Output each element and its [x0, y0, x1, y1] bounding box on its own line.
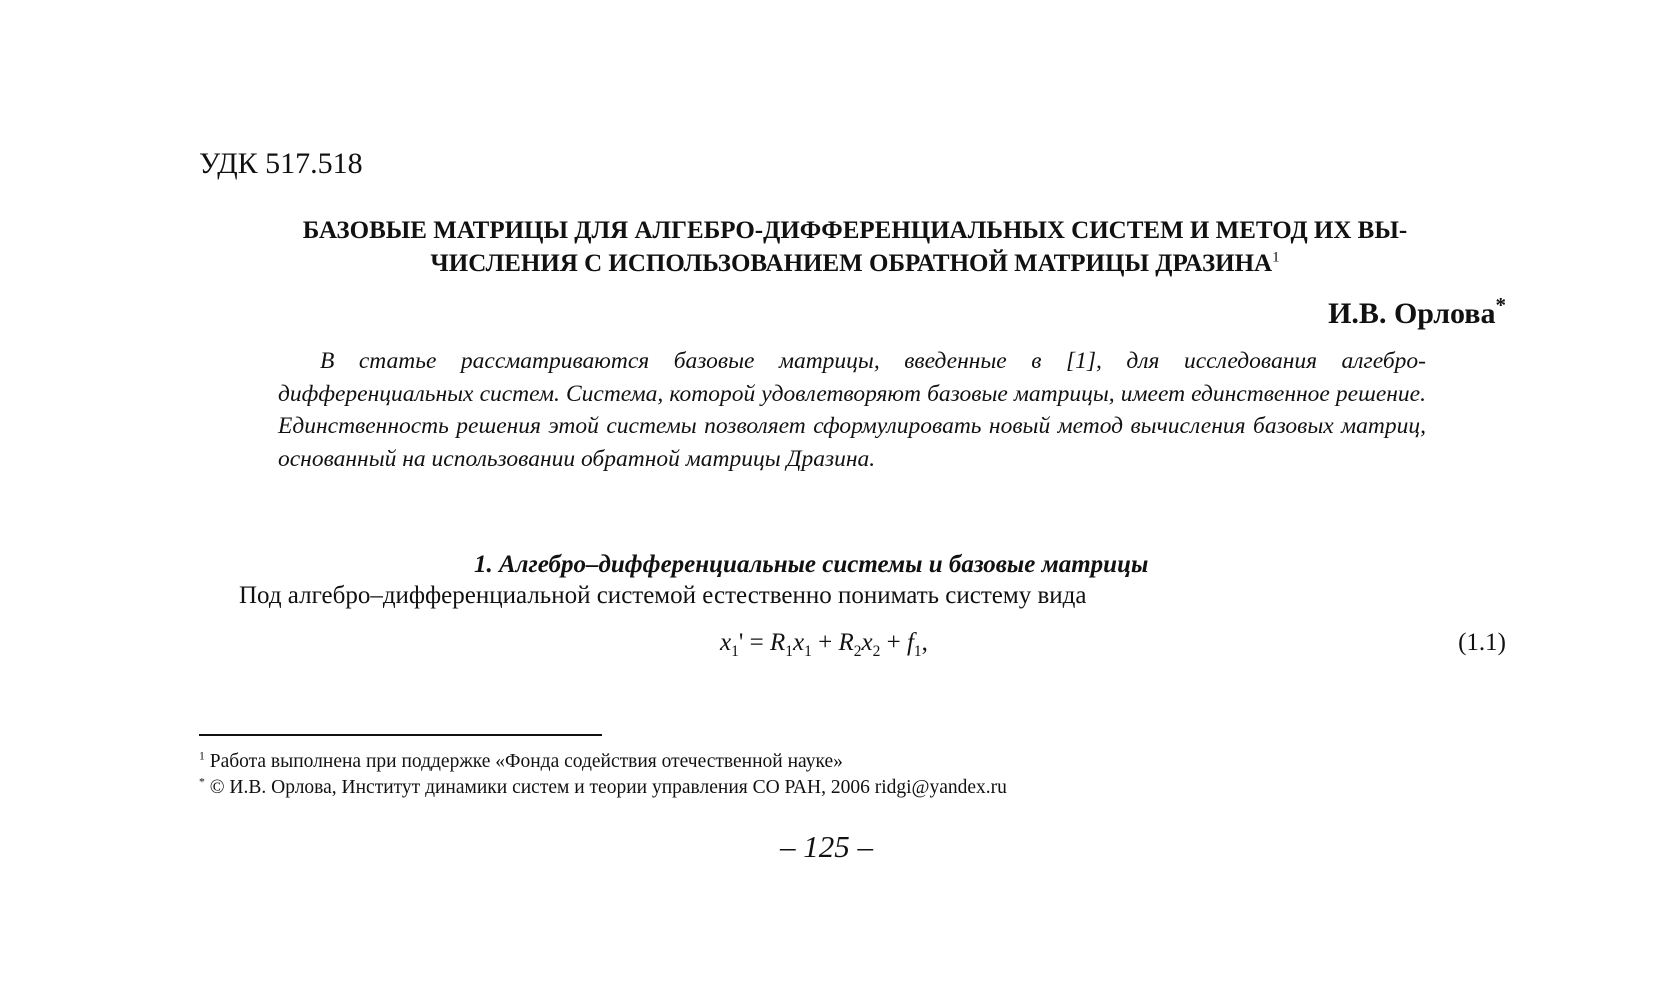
eq-t3-sub: 1 — [913, 643, 922, 660]
footnote-separator — [199, 734, 602, 736]
footnote-1 — [199, 749, 843, 775]
eq-plus-2: + — [880, 629, 907, 656]
eq-t2-coef-sub: 2 — [853, 643, 862, 660]
section-heading: 1. Алгебро–дифференциальные системы и базовые матрицы — [474, 551, 1149, 578]
footnote-2-text: © И.В. Орлова, Институт динамики систем и теории управления СО РАН, 2006 ridgi@yandex.ru — [204, 777, 1007, 798]
udk-code: УДК 517.518 — [199, 147, 363, 180]
equation-1-1 — [720, 627, 928, 659]
eq-tail: , — [921, 629, 928, 656]
eq-t1-var: x — [793, 629, 805, 656]
section-intro-text: Под алгебро–дифференциальной системой естественно понимать систему вида — [239, 582, 1087, 609]
footnote-2-mark: * — [199, 775, 205, 789]
author-name-text: И.В. Орлова — [1328, 297, 1496, 330]
page-number: – 125 – — [780, 829, 873, 864]
eq-lhs-var: x — [720, 629, 732, 656]
equation-number: (1.1) — [1458, 629, 1506, 656]
title-footnote-mark: 1 — [1272, 249, 1280, 266]
eq-t2-var: x — [861, 629, 873, 656]
eq-prime-eq: ' = — [738, 629, 770, 656]
title-line-1: БАЗОВЫЕ МАТРИЦЫ ДЛЯ АЛГЕБРО-ДИФФЕРЕНЦИАЛЬНЫХ СИСТЕМ И МЕТОД ИХ ВЫ- — [302, 217, 1408, 244]
eq-t3-var: f — [906, 629, 914, 656]
eq-plus-1: + — [811, 629, 839, 656]
eq-t1-var-sub: 1 — [804, 643, 812, 660]
eq-lhs-sub: 1 — [731, 643, 739, 660]
eq-t2-var-sub: 2 — [872, 643, 881, 660]
footnote-1-mark: 1 — [199, 749, 205, 763]
author-footnote-mark: * — [1495, 293, 1506, 317]
eq-t1-coef: R — [769, 629, 786, 656]
footnote-2 — [199, 775, 1007, 801]
author-name — [1328, 293, 1506, 332]
title-line-2-text: ЧИСЛЕНИЯ С ИСПОЛЬЗОВАНИЕМ ОБРАТНОЙ МАТРИЦЫ ДРАЗИНА — [430, 250, 1273, 277]
article-title — [220, 214, 1490, 280]
title-line-2 — [220, 247, 1490, 280]
eq-t2-coef: R — [838, 629, 854, 656]
abstract: В статье рассматриваются базовые матрицы, введенные в [1], для исследования алгебро-дифференциальных систем. Система, которой удовлетворяют базовые матрицы, имеет единственное решение. Единственность решения этой системы позволяет сформулировать новый метод вычисления базовых матриц, основанный на использовании обратной матрицы Дразина. — [278, 348, 1426, 472]
eq-t1-coef-sub: 1 — [785, 643, 793, 660]
footnote-1-text: Работа выполнена при поддержке «Фонда содействия отечественной науке» — [204, 751, 843, 772]
